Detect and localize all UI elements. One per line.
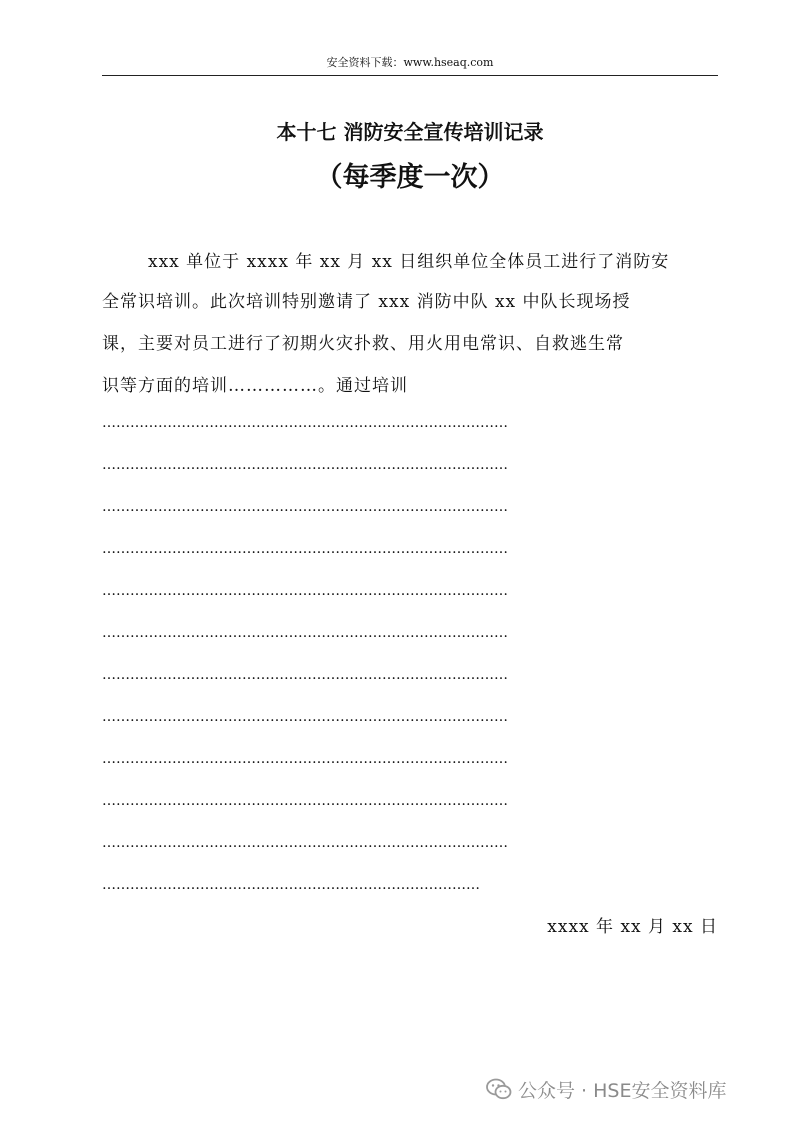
document-subtitle: （每季度一次） [315,162,505,193]
blank-fill-line: …………………………………………………………………………… [102,668,508,683]
page-header [102,56,718,76]
header-label: 安全资料下载： [326,56,404,69]
watermark [486,1073,726,1105]
paragraph-line-3: 课，主要对员工进行了初期火灾扑救、用火用电常识、自救逃生常 [102,334,624,354]
paragraph-line-2: 全常识培训。此次培训特别邀请了 xxx 消防中队 xx 中队长现场授 [102,292,631,312]
blank-fill-line: …………………………………………………………………………… [102,710,508,725]
header-url[interactable]: www.hseaq.com [403,56,494,69]
blank-fill-line: …………………………………………………………………………… [102,752,508,767]
paragraph-line-4: 识等方面的培训……………。通过培训 [102,376,408,396]
blank-fill-line: …………………………………………………………………………… [102,626,508,641]
blank-fill-line: …………………………………………………………………………… [102,584,508,599]
blank-fill-line: …………………………………………………………………………… [102,794,508,809]
blank-fill-line: …………………………………………………………………………… [102,542,508,557]
blank-fill-line: …………………………………………………………………………… [102,836,508,851]
watermark-text: 公众号 · HSE安全资料库 [518,1079,727,1102]
blank-fill-line: …………………………………………………………………………… [102,500,508,515]
blank-fill-line: ……………………………………………………………………… [102,878,480,893]
document-title: 本十七 消防安全宣传培训记录 [276,120,544,144]
wechat-icon [486,1078,512,1100]
paragraph-line-1: xxx 单位于 xxxx 年 xx 月 xx 日组织单位全体员工进行了消防安 [148,252,670,272]
blank-fill-line: …………………………………………………………………………… [102,416,508,431]
record-date: xxxx 年 xx 月 xx 日 [547,917,718,937]
blank-fill-line: …………………………………………………………………………… [102,458,508,473]
